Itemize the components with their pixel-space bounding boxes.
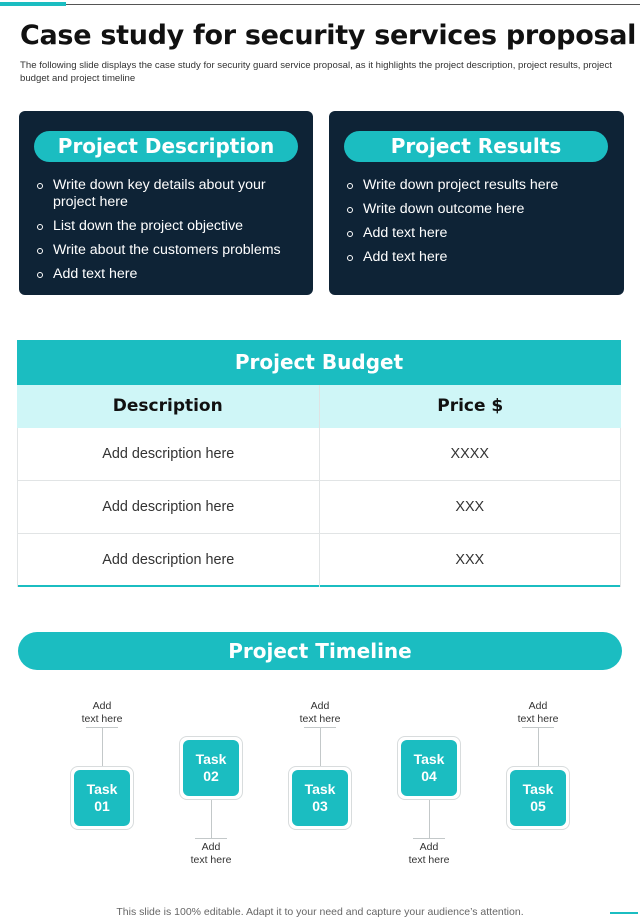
- timeline-tick: [195, 838, 227, 839]
- column-header-description: Description: [17, 385, 320, 428]
- list-item: [37, 218, 303, 235]
- table-header-row: [17, 385, 621, 428]
- list-item: [37, 242, 303, 259]
- top-accent-bar: [0, 2, 66, 6]
- list-item-text: Add text here: [53, 266, 138, 282]
- list-item-text: Add text here: [363, 249, 448, 265]
- circle-bullet-icon: [37, 224, 43, 230]
- project-description-title: Project Description: [34, 131, 298, 162]
- table-cell-price: XXX: [455, 552, 485, 568]
- circle-bullet-icon: [37, 248, 43, 254]
- page-subtitle: The following slide displays the case study for security guard service proposal, as it highlights the project description, project results, project budget and project timeline: [20, 60, 612, 84]
- circle-bullet-icon: [347, 231, 353, 237]
- project-results-card: [329, 111, 624, 295]
- table-cell-description: Add description here: [18, 481, 320, 533]
- timeline-task-01: [70, 766, 134, 830]
- list-item-text: Add text here: [363, 225, 448, 241]
- list-item-text: List down the project objective: [53, 218, 244, 234]
- table-row: [17, 481, 621, 534]
- list-item-text: Write down key details about your project here: [53, 177, 266, 210]
- circle-bullet-icon: [37, 183, 43, 189]
- task-label: Task 05: [510, 770, 566, 826]
- list-item-text: Write down outcome here: [363, 201, 525, 217]
- circle-bullet-icon: [37, 272, 43, 278]
- timeline-connector: [320, 727, 321, 767]
- timeline-task-04: [397, 736, 461, 800]
- circle-bullet-icon: [347, 183, 353, 189]
- task-label: Task 04: [401, 740, 457, 796]
- list-item: [347, 201, 614, 218]
- project-results-title: Project Results: [344, 131, 608, 162]
- table-cell-description: Add description here: [18, 534, 320, 587]
- list-item: [37, 266, 303, 283]
- timeline-connector: [211, 800, 212, 838]
- bottom-accent-bar: [610, 912, 638, 914]
- project-results-list: [347, 177, 614, 273]
- timeline-note-task-03: Add text here: [299, 700, 341, 725]
- task-label: Task 01: [74, 770, 130, 826]
- table-row: [17, 534, 621, 587]
- table-cell-price: XXX: [455, 499, 485, 515]
- list-item: [347, 225, 614, 242]
- timeline-connector: [429, 800, 430, 838]
- timeline-connector: [538, 727, 539, 767]
- timeline-note-task-04: Add text here: [408, 841, 450, 866]
- timeline-task-02: [179, 736, 243, 800]
- task-label: Task 03: [292, 770, 348, 826]
- circle-bullet-icon: [347, 255, 353, 261]
- list-item-text: Write about the customers problems: [53, 242, 281, 258]
- timeline-note-task-01: Add text here: [81, 700, 123, 725]
- project-budget-table: [17, 340, 621, 587]
- timeline-note-task-02: Add text here: [190, 841, 232, 866]
- project-description-list: [37, 177, 303, 290]
- circle-bullet-icon: [347, 207, 353, 213]
- timeline-tick: [413, 838, 445, 839]
- project-budget-title: Project Budget: [17, 340, 621, 385]
- project-description-card: [19, 111, 313, 295]
- list-item-text: Write down project results here: [363, 177, 559, 193]
- footer-note: This slide is 100% editable. Adapt it to your need and capture your audience’s attention.: [116, 906, 524, 918]
- page-title: Case study for security services proposal: [20, 20, 637, 51]
- table-cell-description: Add description here: [18, 428, 320, 480]
- column-header-price: Price $: [437, 396, 504, 416]
- list-item: [37, 177, 303, 211]
- task-label: Task 02: [183, 740, 239, 796]
- top-rule: [0, 4, 640, 5]
- project-timeline-title: Project Timeline: [18, 632, 622, 670]
- timeline-task-05: [506, 766, 570, 830]
- timeline-connector: [102, 727, 103, 767]
- list-item: [347, 249, 614, 266]
- table-row: [17, 428, 621, 481]
- table-cell-price: XXXX: [450, 446, 489, 462]
- list-item: [347, 177, 614, 194]
- timeline-note-task-05: Add text here: [517, 700, 559, 725]
- timeline-task-03: [288, 766, 352, 830]
